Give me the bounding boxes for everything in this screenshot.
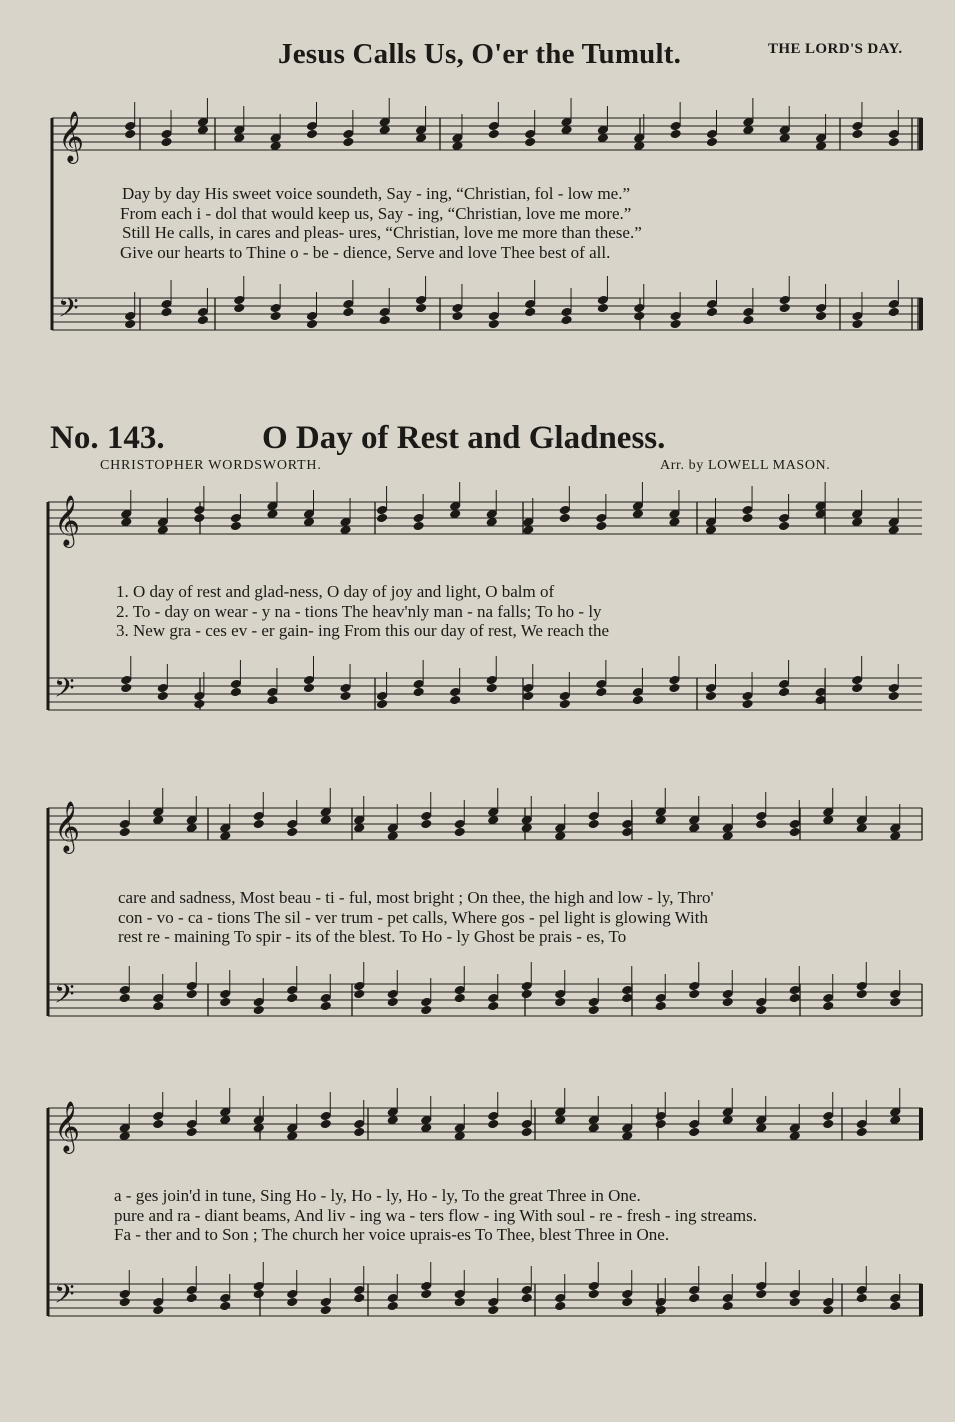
note-head	[669, 129, 681, 140]
hymn-arranger: Arr. by LOWELL MASON.	[660, 458, 831, 473]
note-head	[524, 307, 536, 318]
note-head	[755, 1005, 767, 1016]
hymn-number: No. 143.	[50, 420, 165, 456]
note-head	[415, 303, 427, 314]
note-head	[595, 687, 607, 698]
note-head	[888, 307, 900, 318]
note-head	[688, 1127, 700, 1138]
note-head	[560, 315, 572, 326]
note-head	[554, 1301, 566, 1312]
note-head	[851, 319, 863, 330]
note-head	[306, 319, 318, 330]
lyric-line: 1. O day of rest and glad-ness, O day of joy and light, O balm of	[116, 582, 555, 601]
note-head	[412, 521, 424, 532]
note-head	[851, 683, 863, 694]
note-head	[597, 303, 609, 314]
note-head	[888, 691, 900, 702]
note-head	[157, 691, 169, 702]
note-head	[152, 1305, 164, 1316]
note-head	[789, 1297, 801, 1308]
note-head	[856, 1127, 868, 1138]
note-head	[186, 1127, 198, 1138]
note-head	[253, 1289, 265, 1300]
note-head	[755, 819, 767, 830]
note-head	[655, 1001, 667, 1012]
note-head	[219, 1301, 231, 1312]
note-head	[353, 1293, 365, 1304]
note-head	[521, 989, 533, 1000]
note-head	[778, 521, 790, 532]
note-head	[306, 129, 318, 140]
note-head	[387, 997, 399, 1008]
note-head	[230, 687, 242, 698]
note-head	[588, 1289, 600, 1300]
lyric-line: Fa - ther and to Son ; The church her voice uprais-es To Thee, blest Three in One.	[114, 1225, 670, 1244]
note-head	[193, 513, 205, 524]
note-head	[454, 827, 466, 838]
note-head	[124, 129, 136, 140]
note-head	[655, 1305, 667, 1316]
note-head	[320, 1305, 332, 1316]
note-head	[286, 1297, 298, 1308]
note-head	[420, 1289, 432, 1300]
note-head	[488, 319, 500, 330]
lyric-line: care and sadness, Most beau - ti - ful, most bright ; On thee, the high and low - ly, Thro'	[118, 888, 714, 907]
note-head	[119, 1297, 131, 1308]
note-head	[320, 1119, 332, 1130]
note-head	[197, 315, 209, 326]
note-head	[376, 699, 388, 710]
note-head	[152, 1119, 164, 1130]
note-head	[521, 1293, 533, 1304]
note-head	[451, 311, 463, 322]
note-head	[253, 1005, 265, 1016]
note-head	[741, 699, 753, 710]
note-head	[387, 1301, 399, 1312]
note-head	[706, 307, 718, 318]
note-head	[888, 137, 900, 148]
note-head	[266, 695, 278, 706]
section-category: THE LORD'S DAY.	[768, 41, 903, 57]
top-hymn-title: Jesus Calls Us, O'er the Tumult.	[278, 38, 682, 70]
note-head	[822, 1305, 834, 1316]
note-head	[779, 303, 791, 314]
note-head	[286, 993, 298, 1004]
note-head	[742, 315, 754, 326]
note-head	[152, 1001, 164, 1012]
note-head	[688, 1293, 700, 1304]
lyric-line: From each i - dol that would keep us, Say - ing, “Christian, love me more.”	[120, 203, 632, 223]
note-head	[320, 1001, 332, 1012]
note-head	[521, 1127, 533, 1138]
note-head	[230, 521, 242, 532]
note-head	[588, 1005, 600, 1016]
note-head	[486, 683, 498, 694]
lyric-line: rest re - maining To spir - its of the blest. To Ho - ly Ghost be prais - es, To	[118, 927, 627, 946]
note-head	[233, 303, 245, 314]
note-head	[655, 1119, 667, 1130]
note-head	[488, 129, 500, 140]
hymn-title: O Day of Rest and Gladness.	[262, 420, 666, 456]
note-head	[487, 1305, 499, 1316]
note-head	[253, 819, 265, 830]
note-head	[789, 993, 801, 1004]
note-head	[379, 315, 391, 326]
note-head	[621, 1297, 633, 1308]
note-head	[688, 989, 700, 1000]
treble-clef-icon: 𝄞	[54, 495, 81, 546]
note-head	[454, 1297, 466, 1308]
note-head	[889, 1301, 901, 1312]
note-head	[632, 695, 644, 706]
note-head	[856, 1293, 868, 1304]
note-head	[286, 827, 298, 838]
note-head	[412, 687, 424, 698]
note-head	[487, 1001, 499, 1012]
note-head	[454, 993, 466, 1004]
note-head	[554, 997, 566, 1008]
note-head	[160, 307, 172, 318]
lyric-line: con - vo - ca - tions The sil - ver trum - pet calls, Where gos - pel light is glowing With	[118, 907, 708, 927]
note-head	[522, 691, 534, 702]
lyric-line: pure and ra - diant beams, And liv - ing wa - ters flow - ing With soul - re - fresh - ing streams.	[114, 1205, 757, 1225]
bass-clef-icon: 𝄢	[54, 672, 75, 710]
note-head	[889, 997, 901, 1008]
note-head	[722, 1301, 734, 1312]
bass-clef-icon: 𝄢	[58, 292, 79, 330]
note-head	[342, 307, 354, 318]
note-head	[633, 311, 645, 322]
note-head	[269, 311, 281, 322]
note-head	[524, 137, 536, 148]
note-head	[856, 989, 868, 1000]
note-head	[186, 989, 198, 1000]
note-head	[851, 129, 863, 140]
note-head	[119, 827, 131, 838]
note-head	[119, 993, 131, 1004]
lyric-line: a - ges join'd in tune, Sing Ho - ly, Ho - ly, Ho - ly, To the great Three in One.	[114, 1186, 641, 1205]
note-head	[160, 137, 172, 148]
note-head	[778, 687, 790, 698]
lyric-line: Day by day His sweet voice soundeth, Say - ing, “Christian, fol - low me.”	[122, 184, 631, 203]
note-head	[588, 819, 600, 830]
treble-clef-icon: 𝄞	[54, 1101, 81, 1152]
note-head	[559, 699, 571, 710]
note-head	[342, 137, 354, 148]
note-head	[186, 1293, 198, 1304]
note-head	[741, 513, 753, 524]
bass-clef-icon: 𝄢	[54, 978, 75, 1016]
bass-clef-icon: 𝄢	[54, 1278, 75, 1316]
note-head	[420, 819, 432, 830]
note-head	[120, 683, 132, 694]
note-head	[449, 695, 461, 706]
note-head	[822, 1001, 834, 1012]
note-head	[219, 997, 231, 1008]
note-head	[420, 1005, 432, 1016]
note-head	[353, 1127, 365, 1138]
note-head	[669, 319, 681, 330]
note-head	[487, 1119, 499, 1130]
lyric-line: 3. New gra - ces ev - er gain- ing From this our day of rest, We reach the	[116, 621, 610, 640]
note-head	[353, 989, 365, 1000]
lyric-line: Give our hearts to Thine o - be - dience, Serve and love Thee best of all.	[120, 242, 611, 262]
note-head	[755, 1289, 767, 1300]
note-head	[303, 683, 315, 694]
note-head	[376, 513, 388, 524]
hymn-author: CHRISTOPHER WORDSWORTH.	[100, 458, 322, 473]
lyric-line: Still He calls, in cares and pleas- ures, “Christian, love me more than these.”	[122, 223, 642, 242]
note-head	[124, 319, 136, 330]
note-head	[339, 691, 351, 702]
treble-clef-icon: 𝄞	[58, 111, 85, 162]
note-head	[668, 683, 680, 694]
note-head	[559, 513, 571, 524]
note-head	[595, 521, 607, 532]
note-head	[722, 997, 734, 1008]
note-head	[815, 311, 827, 322]
note-head	[705, 691, 717, 702]
note-head	[789, 827, 801, 838]
treble-clef-icon: 𝄞	[54, 801, 81, 852]
note-head	[706, 137, 718, 148]
note-head	[822, 1119, 834, 1130]
note-head	[193, 699, 205, 710]
lyric-line: 2. To - day on wear - y na - tions The heav'nly man - na falls; To ho - ly	[116, 601, 602, 621]
